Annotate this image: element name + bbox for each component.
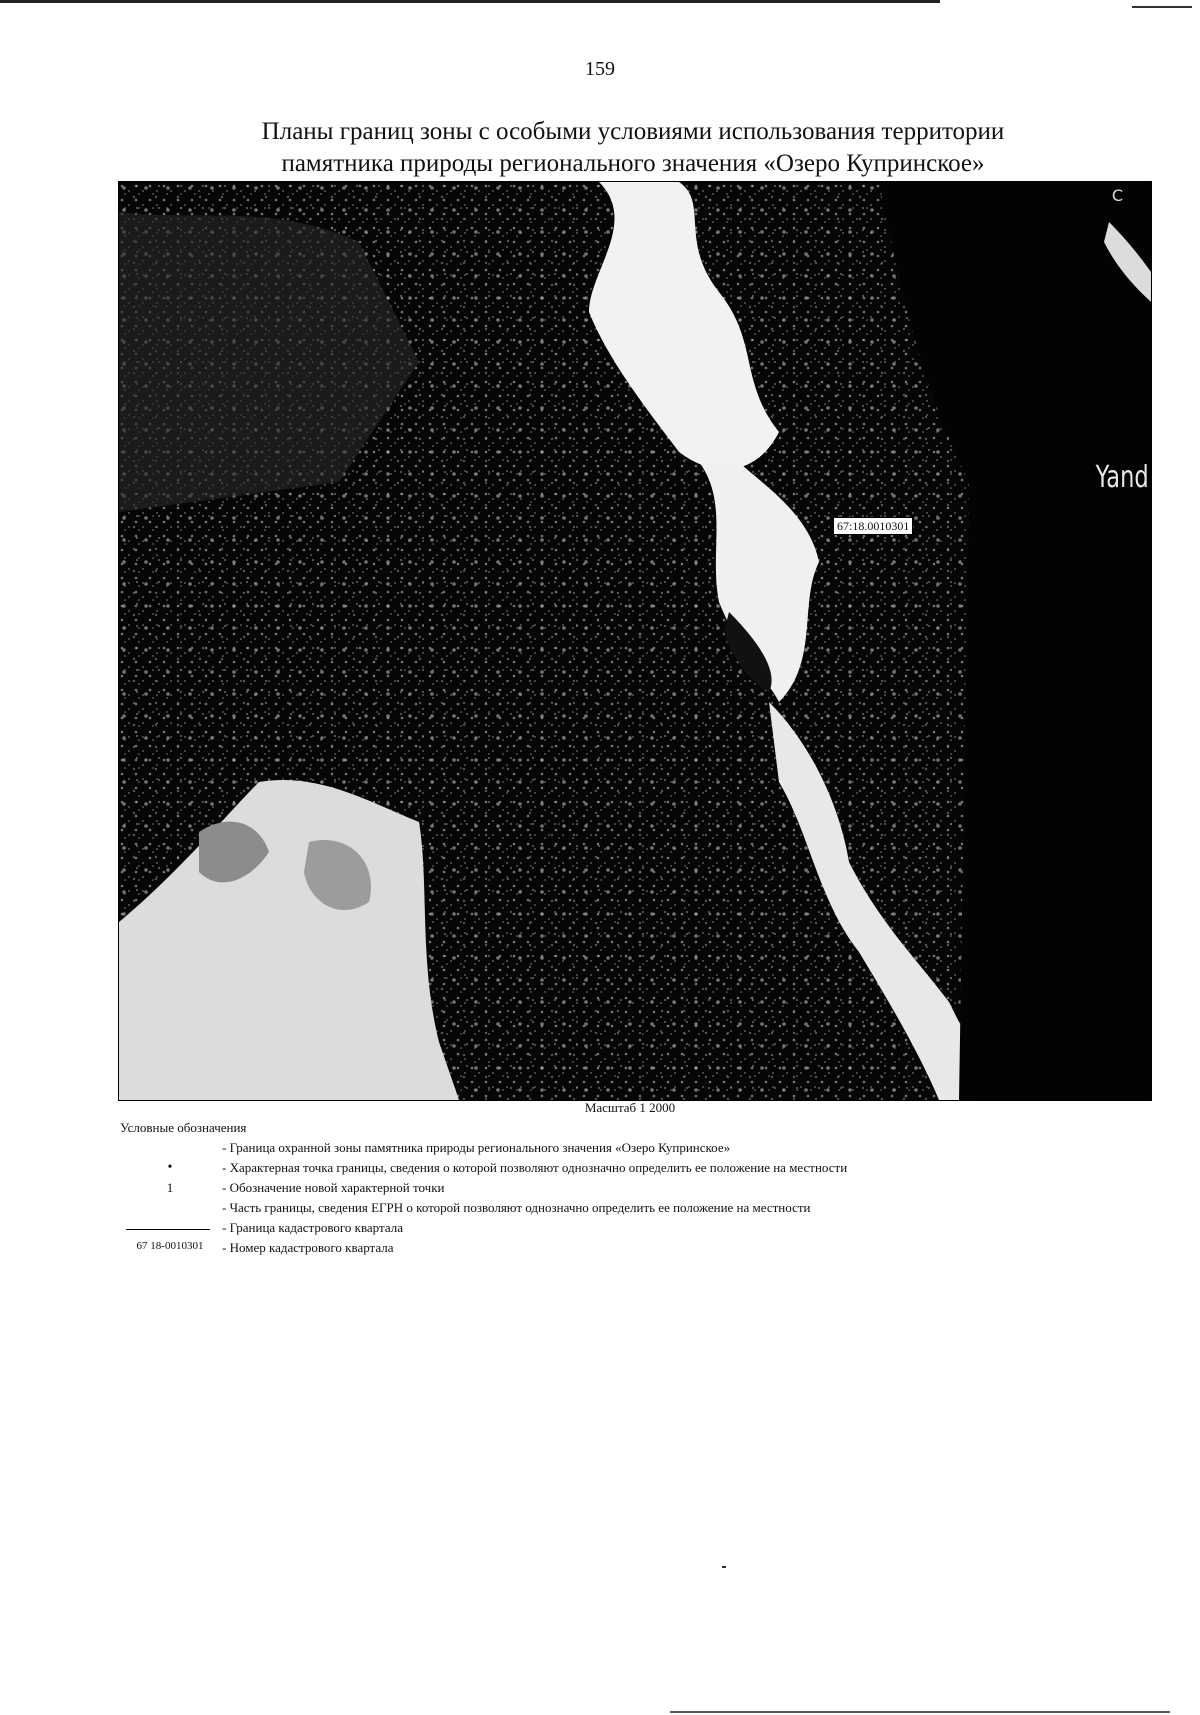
legend-item-quarter-number (120, 1240, 1180, 1260)
scan-artifact (722, 1566, 726, 1568)
legend-item-text: - Часть границы, сведения ЕГРН о которой позволяют однозначно определить ее положение на местности (222, 1200, 811, 1215)
legend-item-text: - Обозначение новой характерной точки (222, 1180, 445, 1195)
legend-item-zone-boundary (120, 1140, 1180, 1160)
legend-item-characteristic-point (120, 1160, 1180, 1180)
map-corner-mark: C (1111, 186, 1123, 205)
legend-symbol-quarter-number: 67 18-0010301 (136, 1240, 204, 1252)
scan-edge-top-right (1132, 6, 1192, 8)
page-title (150, 116, 1116, 180)
map-scale: Масштаб 1 2000 (584, 1100, 676, 1115)
map-watermark: Yand (1096, 460, 1149, 495)
legend-item-text: - Граница охранной зоны памятника природы регионального значения «Озеро Купринское» (222, 1140, 731, 1155)
legend-item-text: - Граница кадастрового квартала (222, 1220, 403, 1235)
title-line-2: памятника природы регионального значения «Озеро Купринское» (281, 150, 985, 177)
dot-icon: • (167, 1160, 173, 1175)
title-line-1: Планы границ зоны с особыми условиями использования территории (261, 118, 1005, 145)
page-number: 159 (585, 58, 615, 80)
scan-edge-bottom (670, 1711, 1170, 1713)
satellite-map (118, 181, 1152, 1101)
legend-item-new-point (120, 1180, 1180, 1200)
legend-title: Условные обозначения (120, 1120, 247, 1135)
cadastral-quarter-label: 67:18.0010301 (833, 517, 913, 535)
legend-item-quarter-boundary (120, 1220, 1180, 1240)
legend-item-text: - Характерная точка границы, сведения о которой позволяют однозначно определить ее положение на местности (222, 1160, 848, 1175)
satellite-imagery (119, 182, 1151, 1100)
legend-item-text: - Номер кадастрового квартала (222, 1240, 394, 1255)
scan-edge-top (0, 0, 940, 3)
legend-symbol-number: 1 (166, 1180, 174, 1195)
legend-item-egrn-boundary-part (120, 1200, 1180, 1220)
